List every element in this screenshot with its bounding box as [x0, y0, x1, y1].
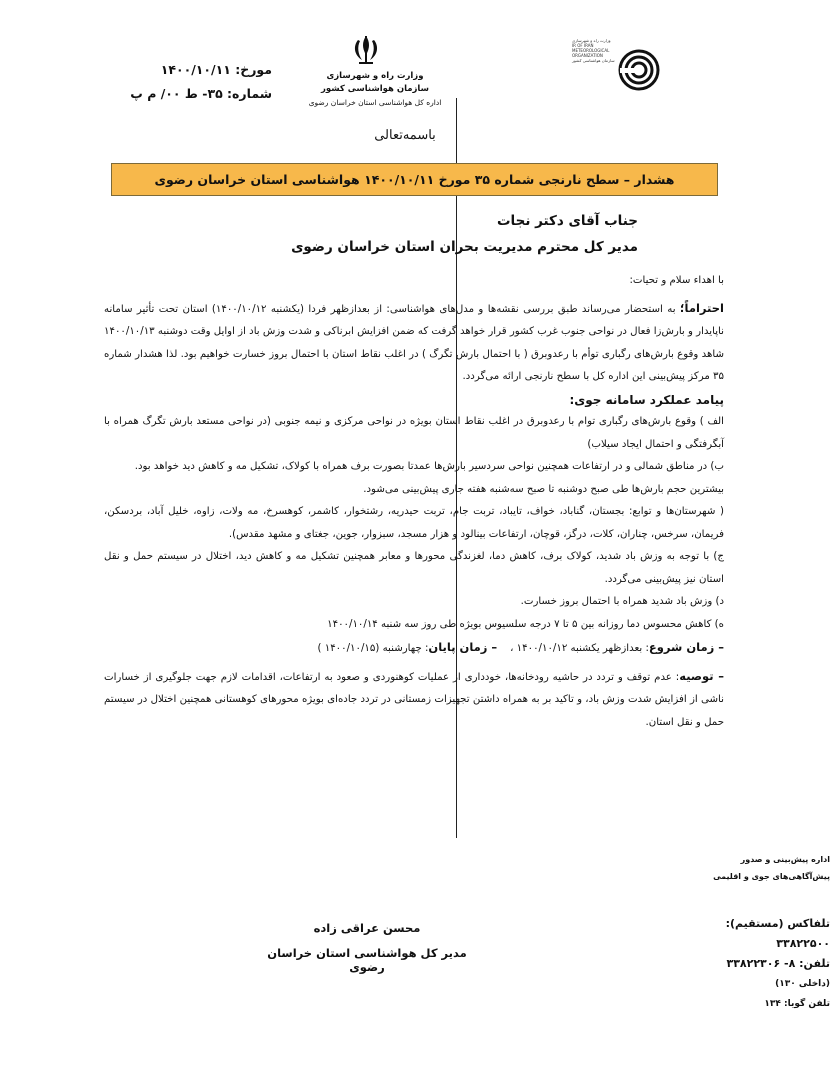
ministry-header [300, 70, 450, 109]
basmala: باسمه‌تعالی [374, 128, 436, 143]
intro-lead: احتراماً؛ [679, 300, 724, 315]
ministry-line-1: وزارت راه و شهرسازی [326, 71, 424, 81]
recommendation-label: – توصیه [679, 668, 724, 683]
intro-text: به استحضار می‌رساند طبق بررسی نقشه‌ها و مدل‌های هواشناسی: از بعدازظهر فردا (یکشنبه ۱۴۰۰/۱۰/۱۲) استان تحت تأثیر سامانه ناپایدار و بارش‌زا فعال در نواحی جنوب غرب کشور قرار خواهد گرفت که ضمن افزایش ابرناکی و شدت وزش باد از اوایل وقت دوشنبه ۱۴۰۰/۱۰/۱۳ شاهد وقوع بارش‌های رگباری توأم با رعدوبرق ( با احتمال بارش تگرگ ) در اغلب نقاط استان با احتمال بروز خسارت خواهیم بود. لذا هشدار شماره ۳۵ مرکز پیش‌بینی این اداره کل با سطح نارنجی ارائه می‌گردد. [104, 303, 724, 382]
greeting: با اهداء سلام و تحیات: [629, 275, 724, 286]
office-line-1: اداره پیش‌بینی و صدور [740, 855, 830, 864]
time-end-label: – زمان پایان [428, 640, 498, 654]
warning-banner: هشدار – سطح نارنجی شماره ۳۵ مورخ ۱۴۰۰/۱۰/۱۱ هواشناسی استان خراسان رضوی [111, 163, 718, 196]
recommendation [104, 665, 724, 735]
phone-extension: (داخلی ۱۳۰) [775, 979, 830, 989]
voice-phone: تلفن گویا: ۱۳۴ [764, 999, 830, 1009]
letter-meta [92, 58, 272, 106]
intro-paragraph [104, 297, 724, 389]
addressee [118, 208, 638, 260]
letter-body [104, 270, 724, 734]
addressee-title: مدیر کل محترم مدیریت بحران استان خراسان رضوی [291, 239, 638, 255]
ministry-line-2: سازمان هواشناسی کشور [320, 84, 429, 94]
office-name [690, 851, 830, 885]
iran-emblem-icon [349, 33, 383, 67]
time-start-value: : بعدازظهر یکشنبه ۱۴۰۰/۱۰/۱۲ ، [510, 643, 649, 654]
letter-date: مورخ: ۱۴۰۰/۱۰/۱۱ [160, 62, 272, 77]
cities-list: ( شهرستان‌ها و توابع: بجستان، گناباد، خواف، تایباد، تربت جام، تربت حیدریه، رشتخوار، کاشمر، کوهسرخ، مه ولات، زاوه، خلیل آباد، بردسکن، فریمان، سرخس، چناران، کلات، درگز، قوچان، ارتفاعات بینالود و هزار مسجد، سبزوار، جوین، جغتای و مشهد مقدس). [104, 506, 724, 540]
impacts-heading: پیامد عملکرد سامانه جوی: [569, 392, 724, 407]
org-logo-text: وزارت راه و شهرسازی IR OF IRAN METEOROLOGICAL ORGANIZATION سازمان هواشناسی کشور [572, 38, 615, 63]
impact-be: ب) در مناطق شمالی و در ارتفاعات همچنین نواحی سردسیر بارش‌ها عمدتا بصورت برف همراه با کولاک، تشکیل مه و کاهش دید خواهد بود. [134, 461, 724, 472]
fax-number: تلفاکس (مستقیم): ۳۳۸۲۲۵۰۰ [725, 917, 830, 950]
impact-jim: ج) با توجه به وزش باد شدید، کولاک برف، کاهش دما، لغزندگی محورها و معابر همچنین تشکیل مه و کاهش دید، اختلال در سیستم حمل و نقل استان نیز پیش‌بینی می‌گردد. [104, 551, 724, 585]
time-window [104, 636, 724, 661]
time-start-label: – زمان شروع [648, 640, 724, 654]
phone-number: تلفن: ۸- ۳۳۸۲۲۳۰۶ [726, 957, 830, 970]
signatory-name: محسن عراقی زاده [313, 921, 421, 935]
ministry-line-3: اداره کل هواشناسی استان خراسان رضوی [308, 98, 442, 107]
letter-number: شماره: ۳۵- ط ۰۰/ م پ [130, 86, 272, 101]
signatory-title: مدیر کل هواشناسی استان خراسان رضوی [267, 946, 467, 974]
impact-he: ه) کاهش محسوس دما روزانه بین ۵ تا ۷ درجه سلسیوس بویژه طی روز سه شنبه ۱۴۰۰/۱۰/۱۴ [327, 618, 724, 630]
office-line-2: پیش‌آگاهی‌های جوی و اقلیمی [713, 872, 830, 881]
impact-alef: الف ) وقوع بارش‌های رگباری توام با رعدوبرق در اغلب نقاط استان بویژه در نواحی مرکزی و نیمه جنوبی (در نواحی مستعد بارش تگرگ همراه با آبگرفتگی و احتمال ایجاد سیلاب) [104, 416, 724, 450]
max-volume-note: بیشترین حجم بارش‌ها طی صبح دوشنبه تا صبح سه‌شنبه هفته جاری پیش‌بینی می‌شود. [363, 483, 724, 495]
time-end-value: : چهارشنبه (۱۴۰۰/۱۰/۱۵ ) [317, 643, 429, 654]
impact-dal: د) وزش باد شدید همراه با احتمال بروز خسارت. [520, 596, 724, 607]
recommendation-text: : عدم توقف و تردد در حاشیه رودخانه‌ها، خودداری از عملیات کوهنوردی و صعود به ارتفاعات، اقدامات لازم جهت جلوگیری از خسارات ناشی از افزایش شدت وزش باد، و تاکید بر به همراه داشتن تجهیزات زمستانی در تردد جاده‌ای بویژه محورهای کوهستانی همچنین اختلال در سیستم حمل و نقل استان. [104, 671, 724, 728]
contact-info [690, 914, 830, 1014]
addressee-name: جناب آقای دکتر نجات [496, 213, 638, 229]
